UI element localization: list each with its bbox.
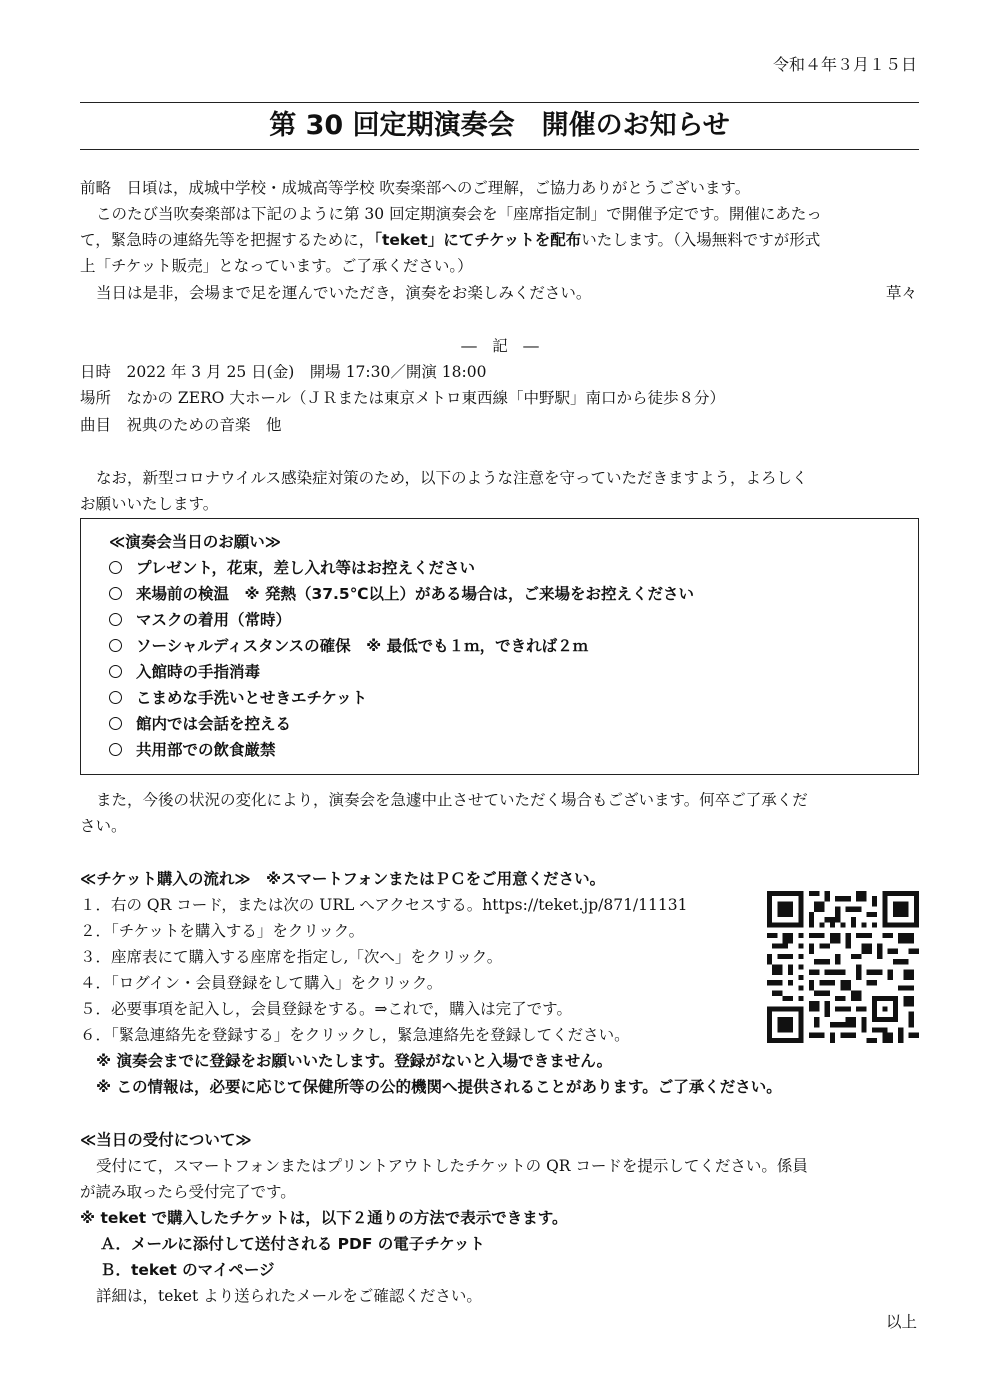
intro-line-3-post: いたします。（入場無料ですが形式 [581,231,821,249]
reception-option-a: Ａ．メールに添付して送付される PDF の電子チケット [100,1235,485,1253]
requests-box [80,518,919,775]
circle-bullet-icon [109,743,122,756]
ticket-note-2: ※ この情報は，必要に応じて保健所等の公的機関へ提供されることがあります。ご了承ください。 [96,1078,782,1096]
reception-note: ※ teket で購入したチケットは，以下２通りの方法で表示できます。 [80,1209,568,1227]
request-item: 来場前の検温 ※ 発熱（37.5℃以上）がある場合は，ご来場をお控えください [109,581,694,607]
intro-line-3-pre: て，緊急時の連絡先等を把握するために， [80,231,375,249]
ticket-step: ２．「チケットを購入する」をクリック。 [80,922,365,940]
ticket-heading: ≪チケット購入の流れ≫ ※スマートフォンまたはＰＣをご用意ください。 [80,870,606,888]
circle-bullet-icon [109,613,122,626]
ticket-step: ６．「緊急連絡先を登録する」をクリックし，緊急連絡先を登録してください。 [80,1026,630,1044]
cancel-note-line-1: また，今後の状況の変化により，演奏会を急遽中止させていただく場合もございます。何卒ご了承くだ [96,791,808,809]
circle-bullet-icon [109,587,122,600]
event-program: 曲目 祝典のための音楽 他 [80,416,282,434]
ticket-step: ５．必要事項を記入し，会員登録をする。⇒これで，購入は完了です。 [80,1000,572,1018]
reception-detail: 詳細は，teket より送られたメールをご確認ください。 [96,1287,482,1305]
circle-bullet-icon [109,639,122,652]
ticket-note-1: ※ 演奏会までに登録をお願いいたします。登録がないと入場できません。 [96,1052,613,1070]
request-item: 入館時の手指消毒 [109,659,260,685]
reception-option-b: Ｂ．teket のマイページ [100,1261,275,1279]
qr-code-icon[interactable] [767,891,919,1043]
ticket-step: ３．座席表にて購入する座席を指定し,「次へ」をクリック。 [80,948,503,966]
event-venue: 場所 なかの ZERO 大ホール（ＪＲまたは東京メトロ東西線「中野駅」南口から徒歩８分） [80,389,726,407]
ticket-step: １．右の QR コード，または次の URL へアクセスする。https://teket.jp/871/11131 [80,896,688,914]
page-title: 第 30 回定期演奏会 開催のお知らせ [269,110,730,141]
intro-line-1: 前略 日頃は，成城中学校・成城高等学校 吹奏楽部へのご理解，ご協力ありがとうございます。 [80,179,751,197]
requests-heading: ≪演奏会当日のお願い≫ [109,533,281,551]
ticket-step: ４．「ログイン・会員登録をして購入」をクリック。 [80,974,443,992]
request-item: 共用部での飲食厳禁 [109,737,276,763]
teket-emphasis: 「teket」にてチケットを配布 [374,231,582,249]
request-item: マスクの着用（常時） [109,607,291,633]
title-rule-top [80,102,919,103]
intro-line-3 [80,227,820,253]
event-datetime: 日時 2022 年 3 月 25 日(金) 開場 17:30／開演 18:00 [80,363,487,381]
intro-line-2: このたび当吹奏楽部は下記のように第 30 回定期演奏会を「座席指定制」で開催予定です。開催にあたっ [96,205,822,223]
covid-note-line-2: お願いいたします。 [80,495,219,513]
reception-heading: ≪当日の受付について≫ [80,1131,252,1149]
closing-word: 草々 [885,284,917,302]
circle-bullet-icon [109,717,122,730]
document-date: 令和４年３月１５日 [772,55,917,74]
end-mark: 以上 [885,1313,917,1331]
title-rule-bottom [80,149,919,150]
intro-line-5: 当日は是非，会場まで足を運んでいただき，演奏をお楽しみください。 [96,284,592,302]
request-item: プレゼント，花束，差し入れ等はお控えください [109,555,475,581]
cancel-note-line-2: さい。 [80,817,127,835]
circle-bullet-icon [109,561,122,574]
reception-line-1: 受付にて，スマートフォンまたはプリントアウトしたチケットの QR コードを提示してください。係員 [96,1157,808,1175]
request-item: 館内では会話を控える [109,711,291,737]
circle-bullet-icon [109,665,122,678]
request-item: こまめな手洗いとせきエチケット [109,685,367,711]
covid-note-line-1: なお，新型コロナウイルス感染症対策のため，以下のような注意を守っていただきますよう，よろしく [96,469,808,487]
reception-line-2: が読み取ったら受付完了です。 [80,1183,296,1201]
ki-heading: ― 記 ― [461,337,539,355]
request-item: ソーシャルディスタンスの確保 ※ 最低でも１ｍ，できれば２ｍ [109,633,588,659]
intro-line-4: 上「チケット販売」となっています。ご了承ください。） [80,257,473,275]
circle-bullet-icon [109,691,122,704]
